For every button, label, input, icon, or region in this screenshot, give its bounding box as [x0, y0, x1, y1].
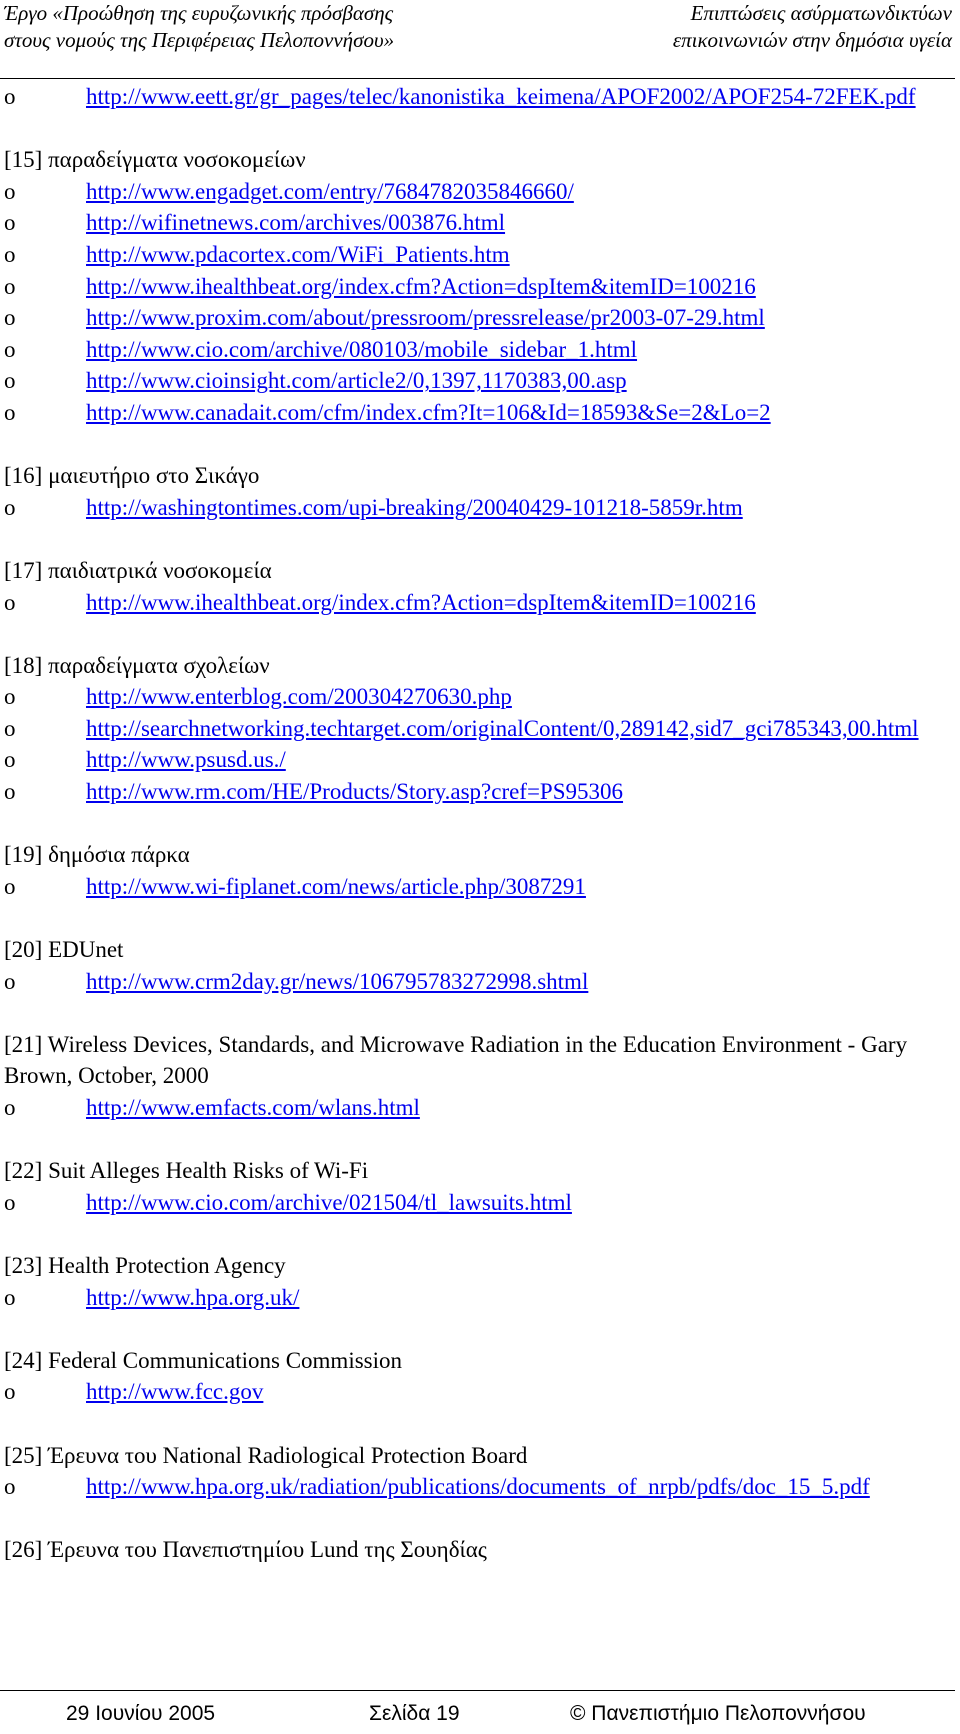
reference-section: [0, 460, 960, 523]
reference-title: [16] μαιευτήριο στο Σικάγο: [4, 463, 260, 489]
reference-link[interactable]: http://www.psusd.us./: [86, 747, 286, 773]
bullet-icon: o: [4, 210, 16, 236]
reference-link[interactable]: http://www.emfacts.com/wlans.html: [86, 1095, 420, 1120]
reference-links: [0, 871, 960, 903]
reference-link[interactable]: http://www.ihealthbeat.org/index.cfm?Action=dspItem&itemID=100216: [86, 273, 756, 299]
reference-section: [0, 1155, 960, 1218]
bullet-icon: o: [4, 873, 16, 899]
list-item: [0, 966, 960, 998]
reference-link[interactable]: http://www.engadget.com/entry/7684782035846660/: [86, 178, 574, 204]
reference-links: [0, 492, 960, 524]
list-item: [0, 334, 960, 366]
footer-copyright: © Πανεπιστήμιο Πελοποννήσου: [570, 1702, 866, 1725]
footer-page-number: Σελίδα 19: [369, 1702, 460, 1725]
reference-link[interactable]: http://wifinetnews.com/archives/003876.html: [86, 210, 506, 236]
reference-links: [0, 1376, 960, 1408]
list-item: [0, 713, 960, 745]
list-item: [0, 271, 960, 303]
header-left-line1: Έργο «Προώθηση της ευρυζωνικής πρόσβασης: [4, 1, 394, 25]
bullet-icon: o: [4, 494, 16, 520]
reference-link[interactable]: http://www.crm2day.gr/news/106795783272998.shtml: [86, 968, 589, 994]
reference-title: [19] δημόσια πάρκα: [4, 842, 190, 868]
reference-links: [0, 587, 960, 619]
reference-title: [24] Federal Communications Commission: [4, 1347, 402, 1373]
list-item: [0, 1471, 960, 1503]
bullet-icon: o: [4, 84, 16, 109]
reference-link[interactable]: http://www.ihealthbeat.org/index.cfm?Action=dspItem&itemID=100216: [86, 589, 756, 615]
reference-link[interactable]: http://www.eett.gr/gr_pages/telec/kanonistika_keimena/APOF2002/APOF254-72FEK.pdf: [86, 84, 916, 109]
list-item: [0, 492, 960, 524]
header-document-title: [673, 0, 952, 54]
reference-link[interactable]: http://www.cioinsight.com/article2/0,1397,1170383,00.asp: [86, 368, 627, 394]
reference-section: [0, 1440, 960, 1503]
bullet-icon: o: [4, 1474, 16, 1500]
reference-link[interactable]: http://www.hpa.org.uk/: [86, 1284, 300, 1310]
reference-link[interactable]: http://www.cio.com/archive/080103/mobile_sidebar_1.html: [86, 336, 638, 362]
reference-title: [20] EDUnet: [4, 937, 124, 963]
list-item: [0, 681, 960, 713]
reference-section: [0, 1250, 960, 1313]
reference-link[interactable]: http://www.rm.com/HE/Products/Story.asp?cref=PS95306: [86, 779, 624, 805]
bullet-icon: o: [4, 305, 16, 331]
reference-title: [25] Έρευνα του National Radiological Protection Board: [4, 1442, 528, 1468]
list-item: [0, 1282, 960, 1314]
bullet-icon: o: [4, 178, 16, 204]
list-item: [0, 239, 960, 271]
reference-link[interactable]: http://www.canadait.com/cfm/index.cfm?It=106&Id=18593&Se=2&Lo=2: [86, 399, 771, 425]
reference-section: [0, 934, 960, 997]
reference-section: [0, 839, 960, 902]
list-item: [0, 365, 960, 397]
reference-title: [26] Έρευνα του Πανεπιστημίου Lund της Σουηδίας: [4, 1537, 487, 1563]
header-left-line2: στους νομούς της Περιφέρειας Πελοποννήσου»: [4, 28, 395, 52]
list-item: [0, 207, 960, 239]
bullet-icon: o: [4, 779, 16, 805]
references-list: [0, 81, 960, 1566]
reference-link[interactable]: http://www.fcc.gov: [86, 1379, 264, 1405]
reference-title: [21] Wireless Devices, Standards, and Microwave Radiation in the Education Environment - Gary Brown, October, 2000: [4, 1031, 908, 1089]
header-right-line1: Επιπτώσεις ασύρματωνδικτύων: [690, 1, 952, 25]
reference-links: [0, 81, 960, 113]
footer-date: 29 Ιουνίου 2005: [66, 1702, 216, 1725]
reference-links: [0, 966, 960, 998]
list-item: [0, 1187, 960, 1219]
bullet-icon: o: [4, 336, 16, 362]
list-item: [0, 81, 960, 113]
reference-title: [22] Suit Alleges Health Risks of Wi-Fi: [4, 1158, 369, 1184]
reference-title: [23] Health Protection Agency: [4, 1252, 286, 1278]
reference-section: [0, 1534, 960, 1566]
reference-links: [0, 176, 960, 429]
reference-link[interactable]: http://www.proxim.com/about/pressroom/pressrelease/pr2003-07-29.html: [86, 305, 765, 331]
reference-link[interactable]: http://www.wi-fiplanet.com/news/article.php/3087291: [86, 873, 586, 899]
reference-link[interactable]: http://www.pdacortex.com/WiFi_Patients.htm: [86, 241, 510, 267]
reference-link[interactable]: http://washingtontimes.com/upi-breaking/20040429-101218-5859r.htm: [86, 494, 743, 520]
page-footer: [0, 1690, 955, 1725]
list-item: [0, 744, 960, 776]
reference-title: [15] παραδείγματα νοσοκομείων: [4, 147, 306, 173]
bullet-icon: o: [4, 1095, 16, 1120]
bullet-icon: o: [4, 368, 16, 394]
bullet-icon: o: [4, 1189, 16, 1215]
bullet-icon: o: [4, 589, 16, 615]
bullet-icon: o: [4, 241, 16, 267]
bullet-icon: o: [4, 1284, 16, 1310]
list-item: [0, 871, 960, 903]
reference-title: [17] παιδιατρικά νοσοκομεία: [4, 557, 272, 583]
bullet-icon: o: [4, 715, 16, 741]
reference-section: [0, 144, 960, 428]
reference-links: [0, 681, 960, 807]
reference-section: [0, 1345, 960, 1408]
list-item: [0, 1376, 960, 1408]
reference-section: [0, 1029, 960, 1124]
list-item: [0, 776, 960, 808]
reference-link[interactable]: http://www.enterblog.com/200304270630.php: [86, 684, 512, 710]
header-project-title: [4, 0, 394, 54]
reference-section: [0, 650, 960, 808]
reference-link[interactable]: http://searchnetworking.techtarget.com/originalContent/0,289142,sid7_gci785343,00.html: [86, 715, 919, 741]
bullet-icon: o: [4, 399, 16, 425]
reference-link[interactable]: http://www.hpa.org.uk/radiation/publications/documents_of_nrpb/pdfs/doc_15_5.pdf: [86, 1474, 870, 1500]
bullet-icon: o: [4, 1379, 16, 1405]
reference-section: [0, 81, 960, 113]
list-item: [0, 176, 960, 208]
header-right-line2: επικοινωνιών στην δημόσια υγεία: [672, 28, 952, 52]
reference-link[interactable]: http://www.cio.com/archive/021504/tl_lawsuits.html: [86, 1189, 572, 1215]
bullet-icon: o: [4, 684, 16, 710]
bullet-icon: o: [4, 273, 16, 299]
list-item: [0, 1092, 960, 1124]
reference-title: [18] παραδείγματα σχολείων: [4, 652, 270, 678]
bullet-icon: o: [4, 747, 16, 773]
reference-section: [0, 555, 960, 618]
reference-links: [0, 1187, 960, 1219]
list-item: [0, 397, 960, 429]
list-item: [0, 587, 960, 619]
bullet-icon: o: [4, 968, 16, 994]
page-header: [0, 0, 955, 79]
reference-links: [0, 1471, 960, 1503]
list-item: [0, 302, 960, 334]
reference-links: [0, 1282, 960, 1314]
reference-links: [0, 1092, 960, 1124]
